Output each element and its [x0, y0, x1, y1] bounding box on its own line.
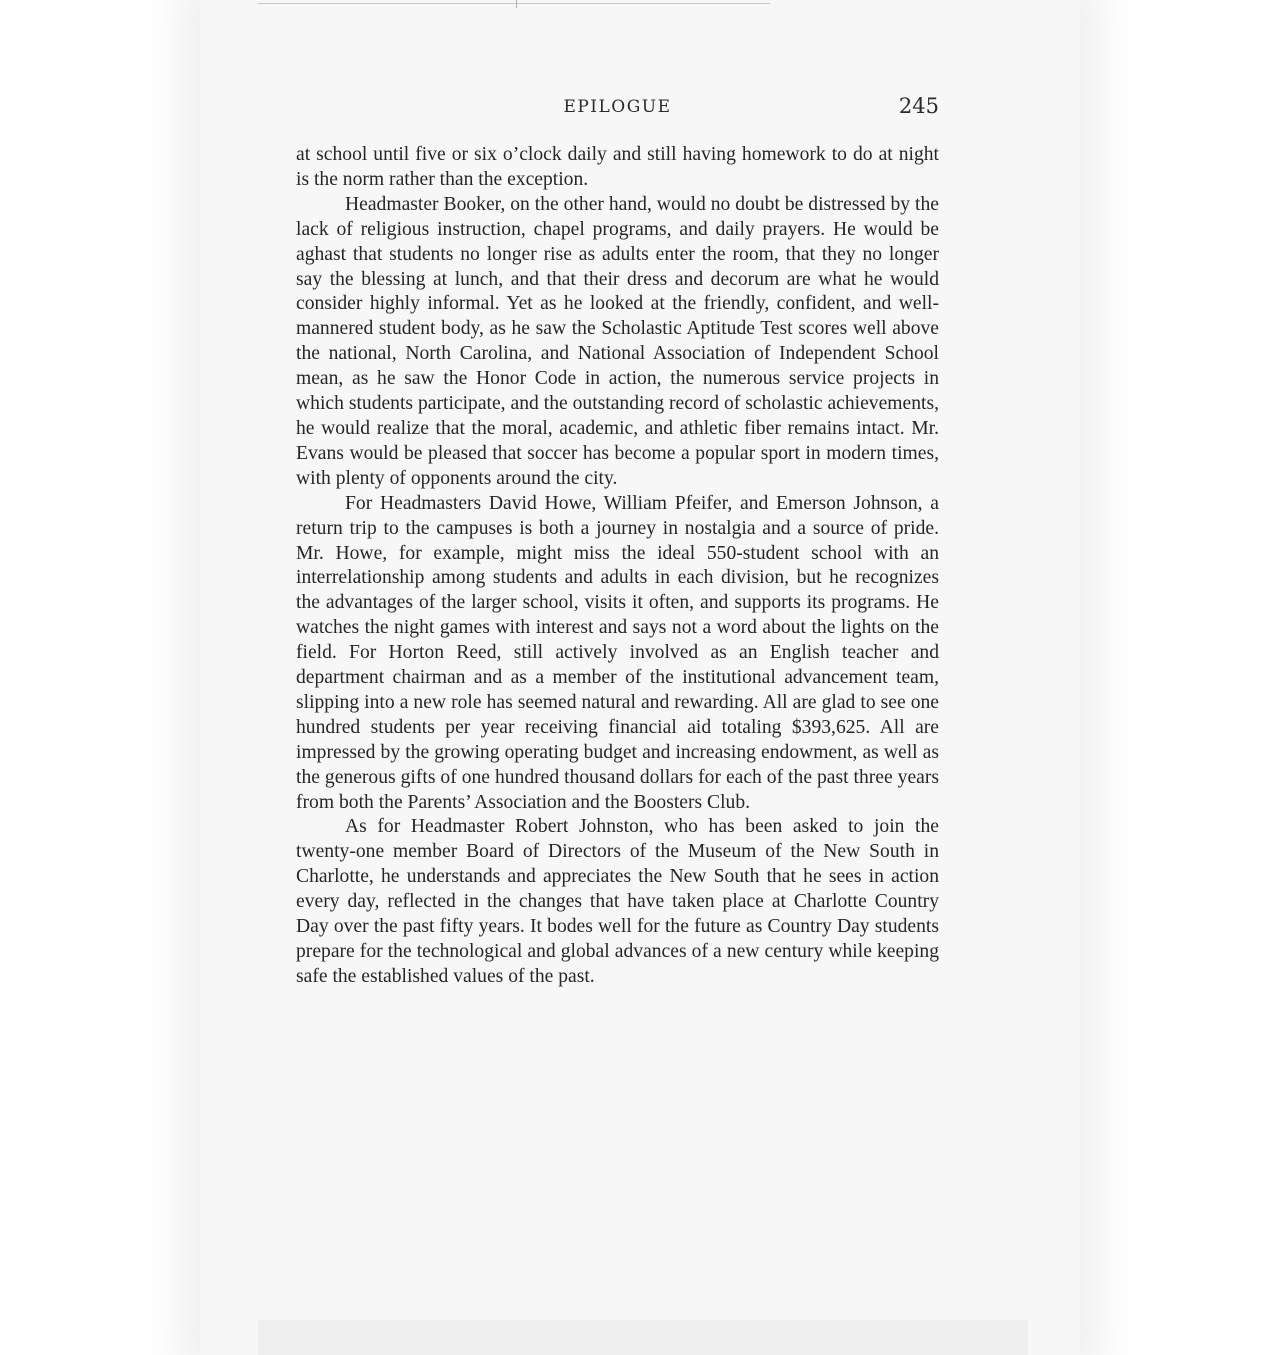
paragraph-continued: at school until five or six o’clock daily and still having homework to do at night is the norm rather than the exception.	[296, 144, 939, 190]
paragraph-booker: Headmaster Booker, on the other hand, would no doubt be distressed by the lack of religious instruction, chapel programs, and daily prayers. He would be aghast that students no longer rise as adults enter the room, that they no longer say the blessing at lunch, and that their dress and decorum are what he would consider highly informal. Yet as he looked at the friendly, confident, and well-mannered student body, as he saw the Scholastic Aptitude Test scores well above the national, North Carolina, and National Association of Independent School mean, as he saw the Honor Code in action, the numerous service projects in which students participate, and the outstanding record of scholastic achievements, he would realize that the moral, academic, and athletic fiber remains intact. Mr. Evans would be pleased that soccer has become a popular sport in modern times, with plenty of opponents around the city.	[296, 193, 939, 489]
page-number: 245	[898, 94, 939, 118]
bottom-page-edge	[258, 1320, 1028, 1355]
running-head	[296, 94, 939, 120]
top-edge-tick	[516, 0, 517, 8]
paragraph-johnston: As for Headmaster Robert Johnston, who has been asked to join the twenty-one member Board of Directors of the Museum of the New South in Charlotte, he understands and appreciates the New South that he sees in action every day, reflected in the changes that have taken place at Charlotte Country Day over the past fifty years. It bodes well for the future as Country Day students prepare for the technological and global advances of a new century while keeping safe the established values of the past.	[296, 816, 939, 987]
top-edge-rule	[258, 3, 770, 4]
running-title: EPILOGUE	[563, 97, 672, 117]
body-text	[296, 143, 939, 990]
paragraph-headmasters: For Headmasters David Howe, William Pfeifer, and Emerson Johnson, a return trip to the campuses is both a journey in nostalgia and a source of pride. Mr. Howe, for example, might miss the ideal 550-student school with an interrelationship among students and adults in each division, but he recognizes the advantages of the larger school, visits it often, and supports its programs. He watches the night games with interest and says not a word about the lights on the field. For Horton Reed, still actively involved as an English teacher and department chairman and as a member of the institutional advancement team, slipping into a new role has seemed natural and rewarding. All are glad to see one hundred students per year receiving financial aid totaling $393,625. All are impressed by the growing operating budget and increasing endowment, as well as the generous gifts of one hundred thousand dollars for each of the past three years from both the Parents’ Association and the Boosters Club.	[296, 492, 939, 813]
